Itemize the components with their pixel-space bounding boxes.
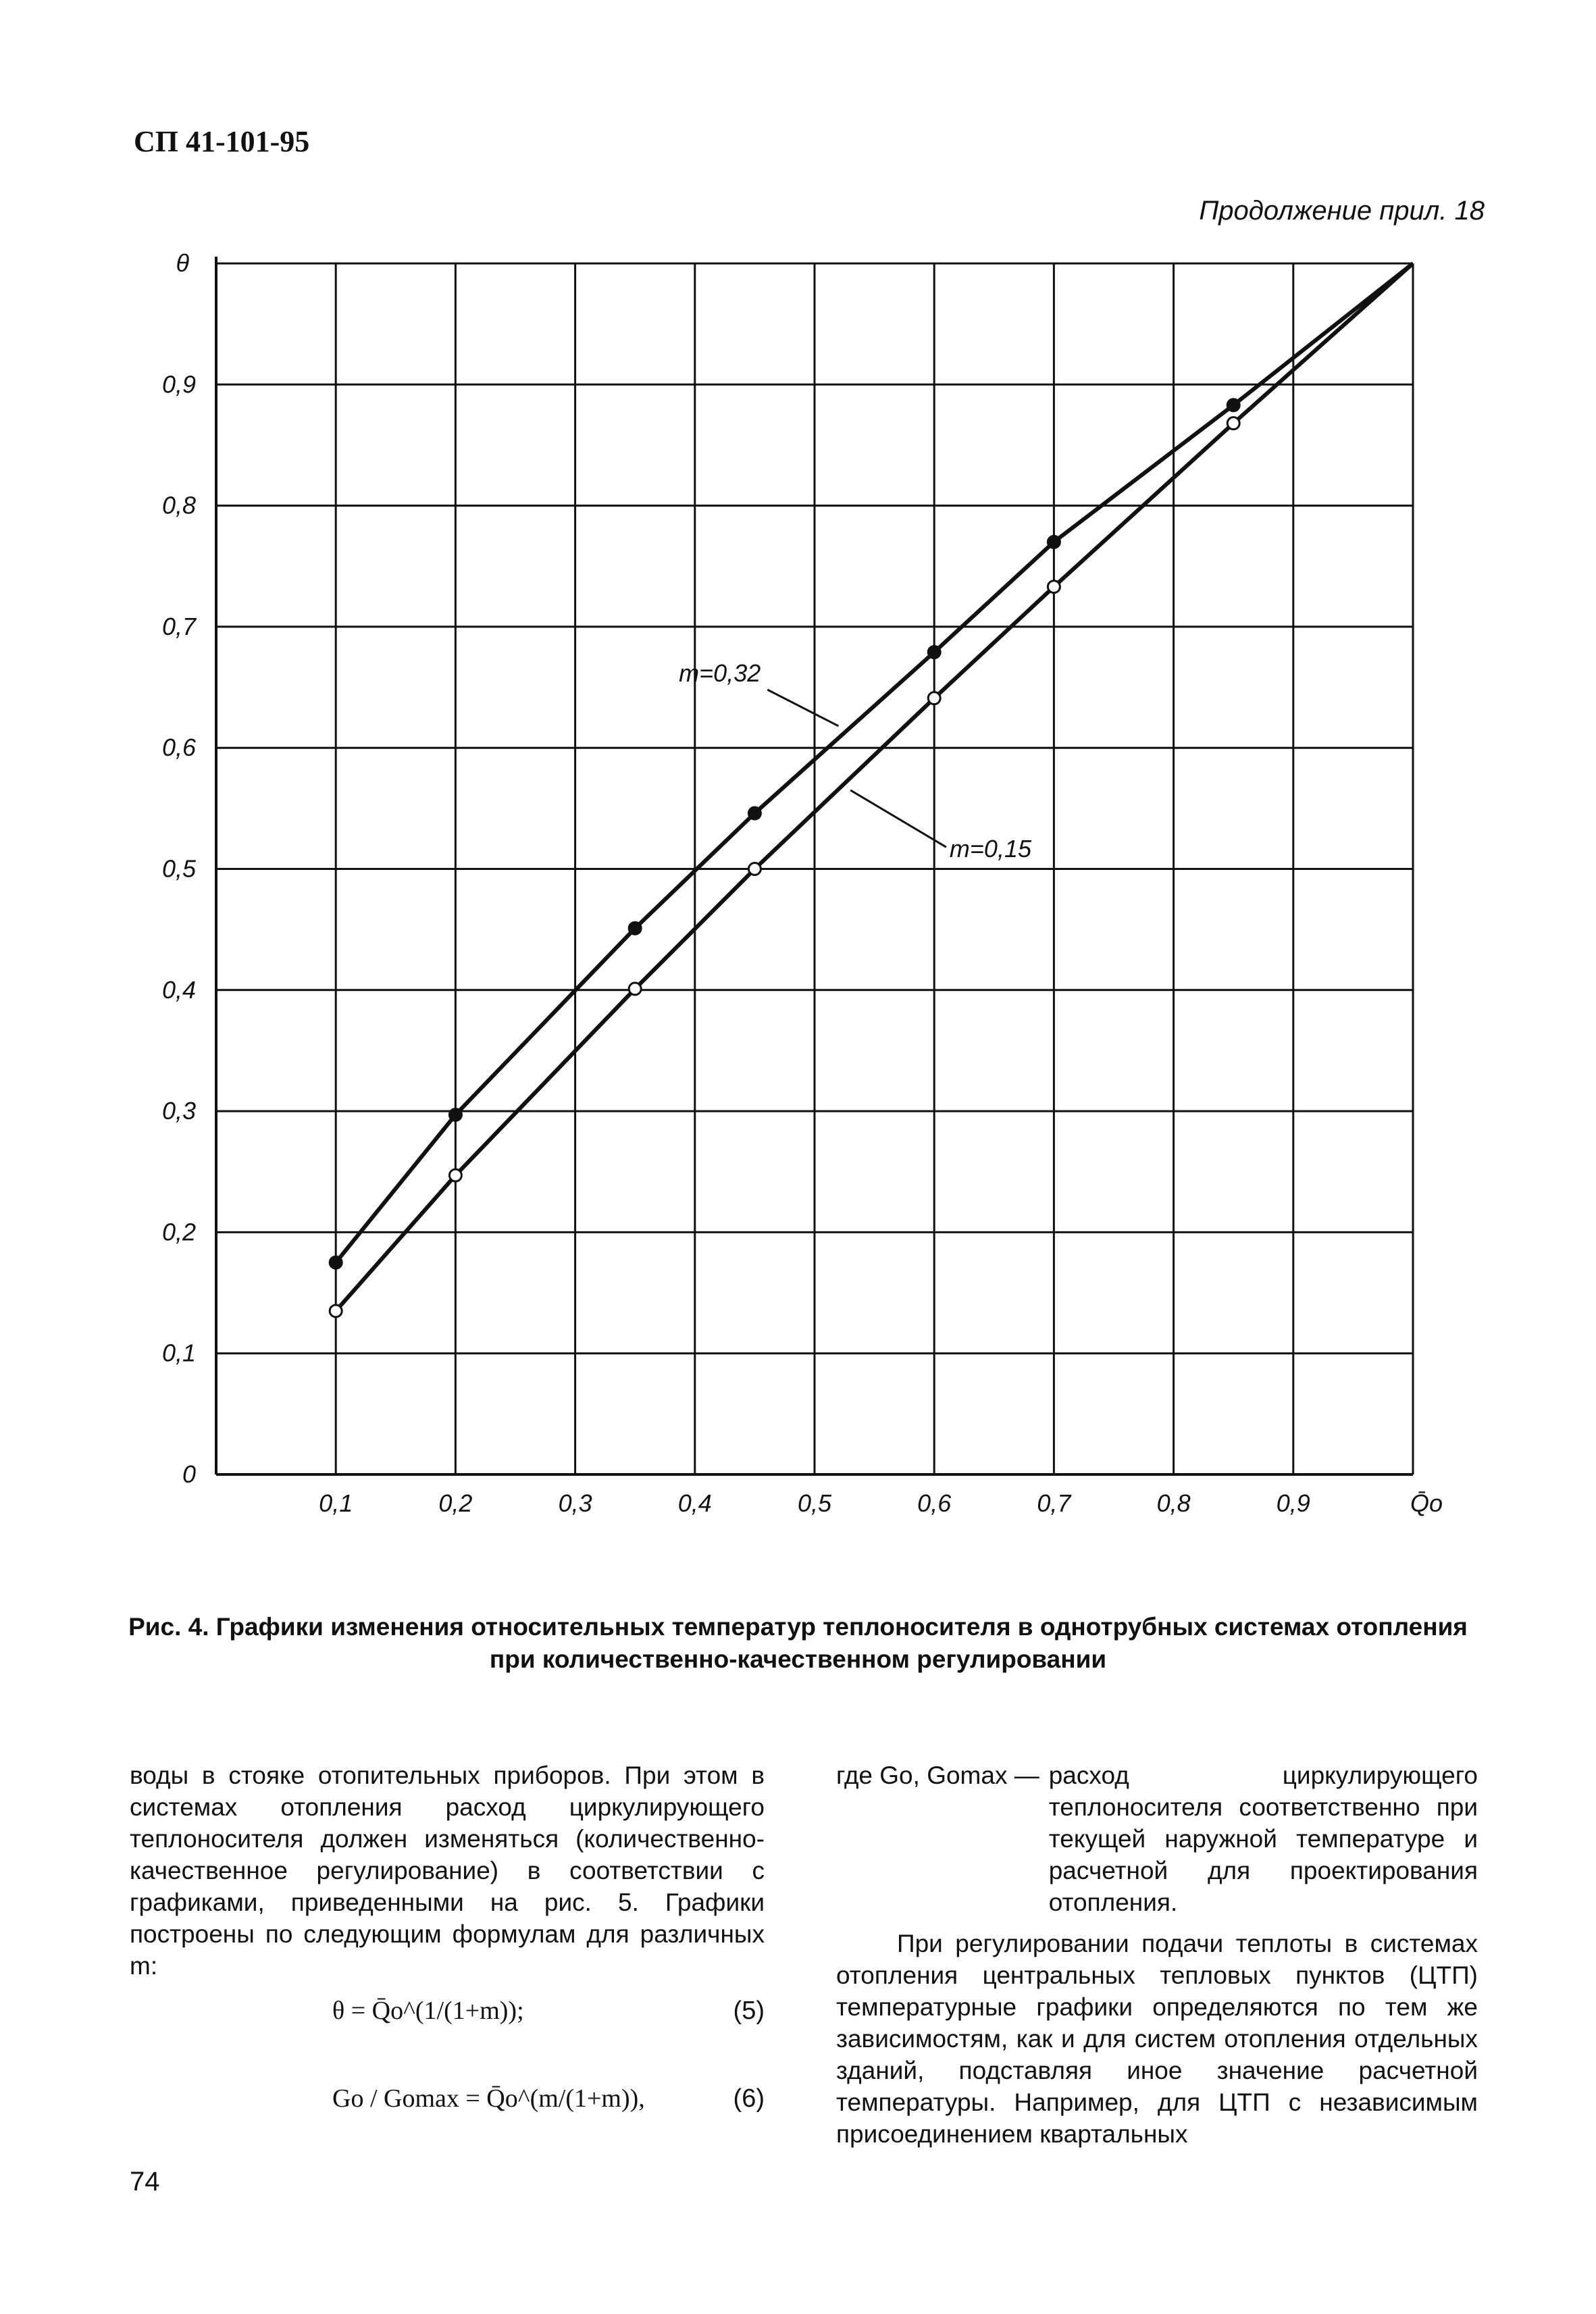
where-definition <box>836 1759 1478 1918</box>
series-line <box>336 263 1413 1311</box>
x-tick-label: 0,8 <box>1156 1489 1191 1517</box>
continuation-note: Продолжение прил. 18 <box>1199 196 1485 226</box>
where-text: расход циркулирующего теплоносителя соответственно при текущей наружной температуре и расчетной для проектирования отопления. <box>1048 1762 1478 1916</box>
formula-6-number: (6) <box>733 2084 765 2113</box>
y-tick-label: 0,3 <box>161 1097 196 1125</box>
y-tick-label: 0,2 <box>161 1218 196 1246</box>
x-tick-label: 0,1 <box>319 1489 353 1517</box>
formula-6-text: Go / Gomax = Q̄o^(m/(1+m)), <box>332 2084 645 2113</box>
caption-line-1: Рис. 4. Графики изменения относительных температур теплоносителя в однотрубных системах отопления <box>128 1613 1468 1641</box>
data-point <box>1227 417 1239 430</box>
leader-line <box>850 790 946 847</box>
formula-5-number: (5) <box>733 1997 765 2025</box>
x-tick-label: 0,3 <box>558 1489 592 1517</box>
x-tick-label: 0,5 <box>797 1489 832 1517</box>
data-point <box>629 922 641 934</box>
data-point <box>330 1305 342 1317</box>
y-tick-label: 0,4 <box>161 975 196 1004</box>
y-tick-label: 0,6 <box>161 734 196 762</box>
data-point <box>629 983 641 995</box>
left-column <box>130 1759 765 2144</box>
y-tick-label: 0 <box>182 1460 196 1488</box>
where-term: где Go, Gomax — <box>836 1762 1039 1789</box>
data-point <box>1227 399 1239 411</box>
x-tick-label: 0,2 <box>438 1489 473 1517</box>
caption-line-2: при количественно-качественном регулировании <box>489 1645 1107 1673</box>
data-point <box>1048 581 1060 593</box>
y-tick-label: 0,7 <box>161 612 196 640</box>
data-point <box>748 863 761 875</box>
data-point <box>449 1169 461 1181</box>
y-tick-label: 0,8 <box>161 491 196 519</box>
y-axis-label: θ <box>176 249 189 277</box>
data-point <box>330 1256 342 1268</box>
data-point <box>928 646 940 659</box>
formula-5-text: θ = Q̄o^(1/(1+m)); <box>332 1997 524 2025</box>
data-point <box>449 1108 461 1121</box>
series-label-m032: m=0,32 <box>679 659 761 688</box>
formula-5 <box>130 1982 765 2063</box>
y-tick-label: 0,9 <box>161 370 196 398</box>
leader-line <box>767 690 838 726</box>
right-paragraph: При регулировании подачи теплоты в системах отопления центральных тепловых пунктов (ЦТП) температурные графики определяются по тем же зависимостям, как и для систем отопления отдельных зданий, подставляя иное значение расчетной температуры. Например, для ЦТП с независимым присоединением квартальных <box>836 1930 1478 2148</box>
figure-caption <box>108 1611 1488 1676</box>
x-tick-label: 0,6 <box>917 1489 952 1517</box>
x-tick-label: 0,9 <box>1276 1489 1310 1517</box>
data-point <box>748 807 761 819</box>
left-paragraph: воды в стояке отопительных приборов. При этом в системах отопления расход циркулирующего теплоносителя должен изменяться (количественно-качественное регулирование) в соответствии с графиками, приведенными на рис. 5. Графики построены по следующим формулам для различных m: <box>130 1762 765 1980</box>
x-axis-label: Q̄o <box>1410 1489 1443 1517</box>
x-tick-label: 0,4 <box>677 1489 712 1517</box>
y-tick-label: 0,1 <box>161 1339 196 1367</box>
data-point <box>928 692 940 704</box>
series-line <box>336 263 1413 1262</box>
data-point <box>1048 536 1060 548</box>
page-number: 74 <box>130 2167 160 2196</box>
y-tick-label: 0,5 <box>161 854 196 883</box>
series-label-m015: m=0,15 <box>949 835 1031 863</box>
formula-6 <box>130 2063 765 2144</box>
right-column <box>836 1759 1478 2150</box>
document-code: СП 41-101-95 <box>134 125 310 158</box>
x-tick-label: 0,7 <box>1037 1489 1071 1517</box>
